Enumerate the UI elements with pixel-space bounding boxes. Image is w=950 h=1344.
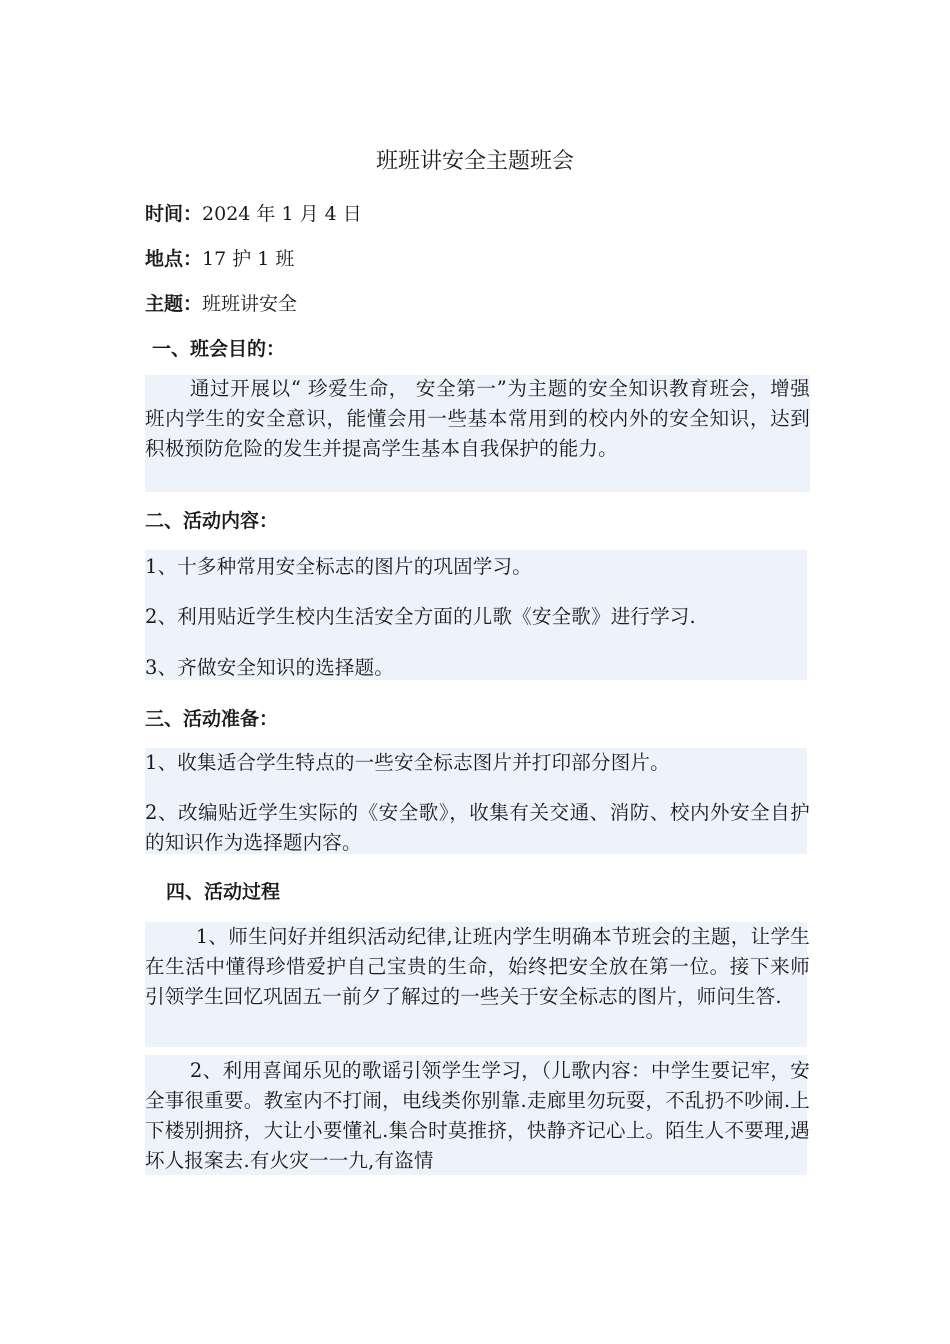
section-content-heading: 二、活动内容： bbox=[145, 510, 279, 532]
meta-place-value: 17 护 1 班 bbox=[202, 248, 295, 270]
section-purpose-heading: 一、班会目的： bbox=[152, 338, 286, 360]
content-item-3: 3、齐做安全知识的选择题。 bbox=[145, 656, 395, 679]
meta-place bbox=[145, 245, 294, 273]
section-purpose-text: 通过开展以“ 珍爱生命， 安全第一”为主题的安全知识教育班会，增强班内学生的安全意识，能懂会用一些基本常用到的校内外的安全知识，达到积极预防危险的发生并提高学生基本自我保护的能力。 bbox=[145, 377, 810, 460]
section-process-heading: 四、活动过程 bbox=[166, 881, 281, 903]
process-paragraph-2: 2、利用喜闻乐见的歌谣引领学生学习，（儿歌内容：中学生要记牢，安全事很重要。教室内不打闹，电线类你别靠.走廊里勿玩耍，不乱扔不吵闹.上下楼别拥挤，大让小要懂礼.集合时莫推挤，快静齐记心上。陌生人不要理,遇坏人报案去.有火灾一一九,有盗情 bbox=[145, 1059, 810, 1172]
meta-theme-key: 主题： bbox=[145, 293, 203, 315]
content-item-2: 2、利用贴近学生校内生活安全方面的儿歌《安全歌》进行学习. bbox=[145, 605, 696, 628]
content-item-1: 1、十多种常用安全标志的图片的巩固学习。 bbox=[145, 555, 532, 578]
preparation-item-2: 2、改编贴近学生实际的《安全歌》，收集有关交通、消防、校内外安全自护的知识作为选择题内容。 bbox=[145, 801, 810, 854]
meta-time bbox=[145, 200, 362, 228]
preparation-item-1: 1、收集适合学生特点的一些安全标志图片并打印部分图片。 bbox=[145, 751, 670, 774]
meta-theme-value: 班班讲安全 bbox=[202, 293, 298, 315]
meta-time-value: 2024 年 1 月 4 日 bbox=[202, 203, 362, 225]
document-title: 班班讲安全主题班会 bbox=[375, 149, 574, 174]
section-preparation-heading: 三、活动准备： bbox=[145, 708, 279, 730]
meta-place-key: 地点： bbox=[145, 248, 203, 270]
meta-theme bbox=[145, 290, 297, 318]
meta-time-key: 时间： bbox=[145, 203, 203, 225]
process-paragraph-1: 1、师生问好并组织活动纪律,让班内学生明确本节班会的主题，让学生在生活中懂得珍惜爱护自己宝贵的生命，始终把安全放在第一位。接下来师引领学生回忆巩固五一前夕了解过的一些关于安全标志的图片，师问生答. bbox=[145, 925, 810, 1008]
